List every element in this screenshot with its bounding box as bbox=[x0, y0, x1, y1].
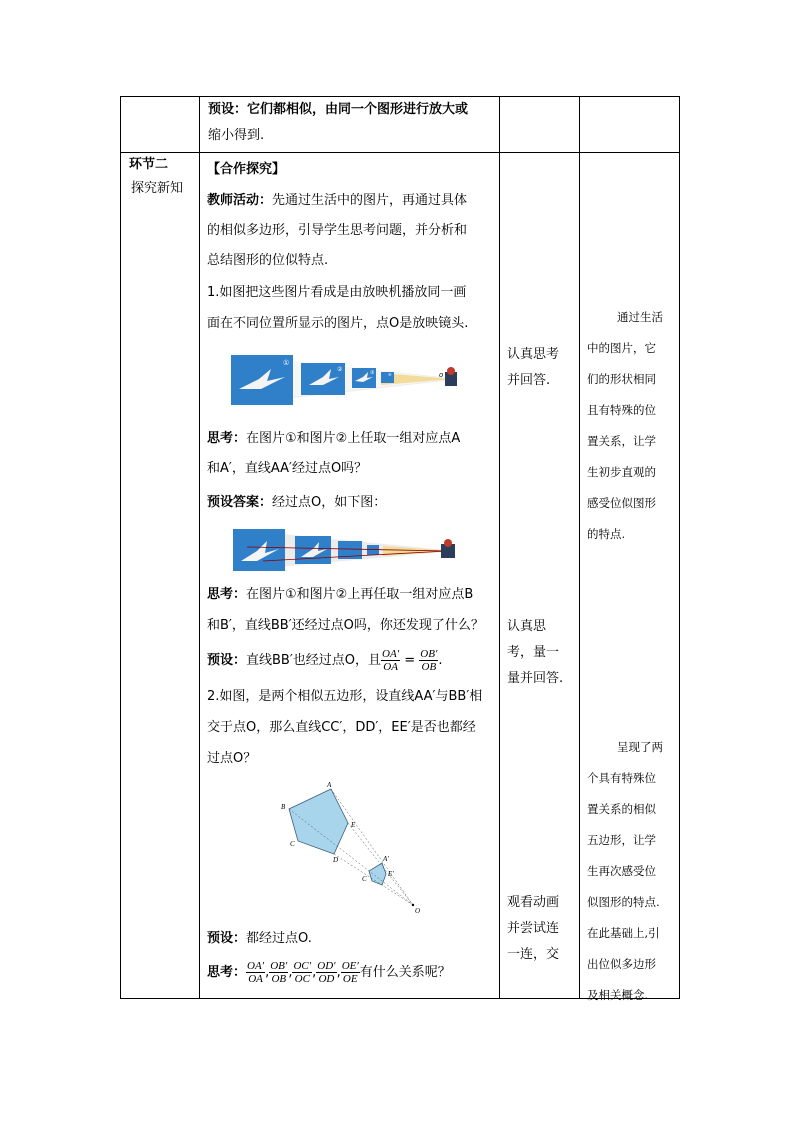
svg-text:C: C bbox=[290, 840, 295, 848]
think2-line2: 和B′，直线BB′还经过点O吗，你还发现了什么？ bbox=[207, 618, 484, 633]
student-activity-1-line1: 认真思考 bbox=[507, 347, 560, 362]
question2-line3: 过点O？ bbox=[207, 751, 257, 766]
crane-projection-lines-image bbox=[233, 527, 461, 573]
svg-text:②: ② bbox=[337, 366, 343, 373]
question1-line1: 1.如图把这些图片看成是由放映机播放同一画 bbox=[207, 285, 467, 300]
svg-text:D: D bbox=[333, 856, 339, 864]
fraction-oc: $\frac{OC'}{OC}$ bbox=[293, 960, 312, 985]
student-activity-3-line3: 一连，交 bbox=[507, 947, 560, 962]
question1-line2: 面在不同位置所显示的图片，点O是放映镜头. bbox=[207, 316, 469, 331]
svg-text:③: ③ bbox=[370, 370, 375, 376]
fraction-ob: $\frac{OB'}{OB}$ bbox=[420, 648, 438, 673]
think1-line2: 和A′，直线AA′经过点O吗？ bbox=[207, 461, 368, 476]
svg-text:C: C bbox=[362, 875, 367, 883]
lesson-table: 预设：它们都相似，由同一个图形进行放大或 缩小得到. 环节二 探究新知 【合作探究】 教师活动：先通过生活中的图片，再通过具体 的相似多边形，引导学生思考问题，并分析和 总结图形的位似特点. 1.如图把这些图片看成是由放映机播放同一画 面在不同位置所显示的图片，点O是放映镜头. ① ② ③ ④ o 思考：在图片①和图片②上任取一组对应点A 和A′，直线AA′经过点O吗？ 预设答案：经过点O，如下图： 思考：在图片①和图片②上再任取一组对应点B 和B′，直线BB′还经过点O吗，你还发现了什么？ 预设：直线BB′也经过点O，且 $\frac{OA'}{OA}$ = $\frac{OB'}{OB}$ . 2.如图，是两个相似五边形，设直线AA′与BB′相 交于点O，那么直线CC′，DD′，EE′是否也都经 过点O？ A B C D E A′ C E′ O 预设：都经过点O. 思考： $\frac{OA'}{OA}$ , $\frac{OB'}{OB}$ , $\frac{OC'}{OC}$ , $\frac{OD'}{OD}$ , $\frac{OE'}{OE}$ 有什么关系呢？ 认真思考 并回答. 认真思 考，量一 量并回答. 观看动画 并尝试连 一连，交 通过生活 中的图片，它 们的形状相同 且有特殊的位 置关系，让学 生初步直观的 感受位似图形 的特点. 呈现了两 个具有特殊位 置关系的相似 五边形，让学 生再次感受位 似图形的特点. 在此基础上,引 出位似多边形 及相关概念. bbox=[120, 96, 680, 999]
answer1: 预设答案：经过点O，如下图： bbox=[207, 495, 387, 510]
svg-text:E: E bbox=[351, 821, 356, 829]
column-divider bbox=[199, 97, 200, 998]
crane-projection-image bbox=[231, 351, 461, 409]
preset2: 预设：直线BB′也经过点O，且 $\frac{OA'}{OA}$ = $\frac{OB'}{OB}$ . bbox=[207, 648, 443, 673]
preset-text-2: 缩小得到. bbox=[208, 128, 265, 143]
row-divider bbox=[121, 152, 679, 153]
similar-pentagons-figure bbox=[271, 781, 431, 913]
column-divider bbox=[499, 97, 500, 998]
svg-text:①: ① bbox=[283, 359, 290, 367]
teacher-activity-line2: 的相似多边形，引导学生思考问题，并分析和 bbox=[207, 223, 468, 238]
student-activity-1-line2: 并回答. bbox=[507, 373, 551, 388]
question2-line2: 交于点O，那么直线CC′，DD′，EE′是否也都经 bbox=[207, 720, 476, 735]
fraction-oe: $\frac{OE'}{OE}$ bbox=[341, 960, 359, 985]
fraction-oa: $\frac{OA'}{OA}$ bbox=[247, 960, 265, 985]
svg-text:E′: E′ bbox=[388, 870, 394, 878]
svg-text:A′: A′ bbox=[383, 855, 389, 863]
stage-name: 探究新知 bbox=[131, 181, 184, 196]
stage-label: 环节二 bbox=[129, 157, 169, 172]
preset-text: 预设：它们都相似，由同一个图形进行放大或 bbox=[208, 102, 469, 117]
fraction-od: $\frac{OD'}{OD}$ bbox=[317, 960, 336, 985]
small-pentagon bbox=[369, 863, 386, 885]
think1-line1: 思考：在图片①和图片②上任取一组对应点A bbox=[207, 431, 461, 446]
section-heading: 【合作探究】 bbox=[207, 162, 286, 177]
fraction-oa: $\frac{OA'}{OA}$ bbox=[382, 648, 400, 673]
student-activity-3-line1: 观看动画 bbox=[507, 895, 560, 910]
student-activity-2-line1: 认真思 bbox=[507, 619, 547, 634]
think3: 思考： $\frac{OA'}{OA}$ , $\frac{OB'}{OB}$ , $\frac{OC'}{OC}$ , $\frac{OD'}{OD}$ , $\frac{OE'}{OE}$ 有什么关系呢？ bbox=[207, 960, 451, 985]
student-activity-2-line3: 量并回答. bbox=[507, 671, 564, 686]
student-activity-2-line2: 考，量一 bbox=[507, 645, 560, 660]
svg-text:④: ④ bbox=[388, 372, 392, 377]
large-pentagon bbox=[289, 789, 348, 854]
teacher-activity-line1: 教师活动：先通过生活中的图片，再通过具体 bbox=[207, 193, 468, 208]
question2-line1: 2.如图，是两个相似五边形，设直线AA′与BB′相 bbox=[207, 689, 483, 704]
teacher-activity-line3: 总结图形的位似特点. bbox=[207, 253, 329, 268]
think2-line1: 思考：在图片①和图片②上再任取一组对应点B bbox=[207, 587, 474, 602]
fraction-ob: $\frac{OB'}{OB}$ bbox=[270, 960, 288, 985]
svg-text:O: O bbox=[415, 907, 421, 913]
student-activity-3-line2: 并尝试连 bbox=[507, 921, 560, 936]
svg-text:B: B bbox=[281, 803, 286, 811]
svg-text:A: A bbox=[327, 781, 332, 789]
column-divider bbox=[579, 97, 580, 998]
svg-text:o: o bbox=[439, 371, 444, 379]
preset3: 预设：都经过点O. bbox=[207, 931, 312, 946]
